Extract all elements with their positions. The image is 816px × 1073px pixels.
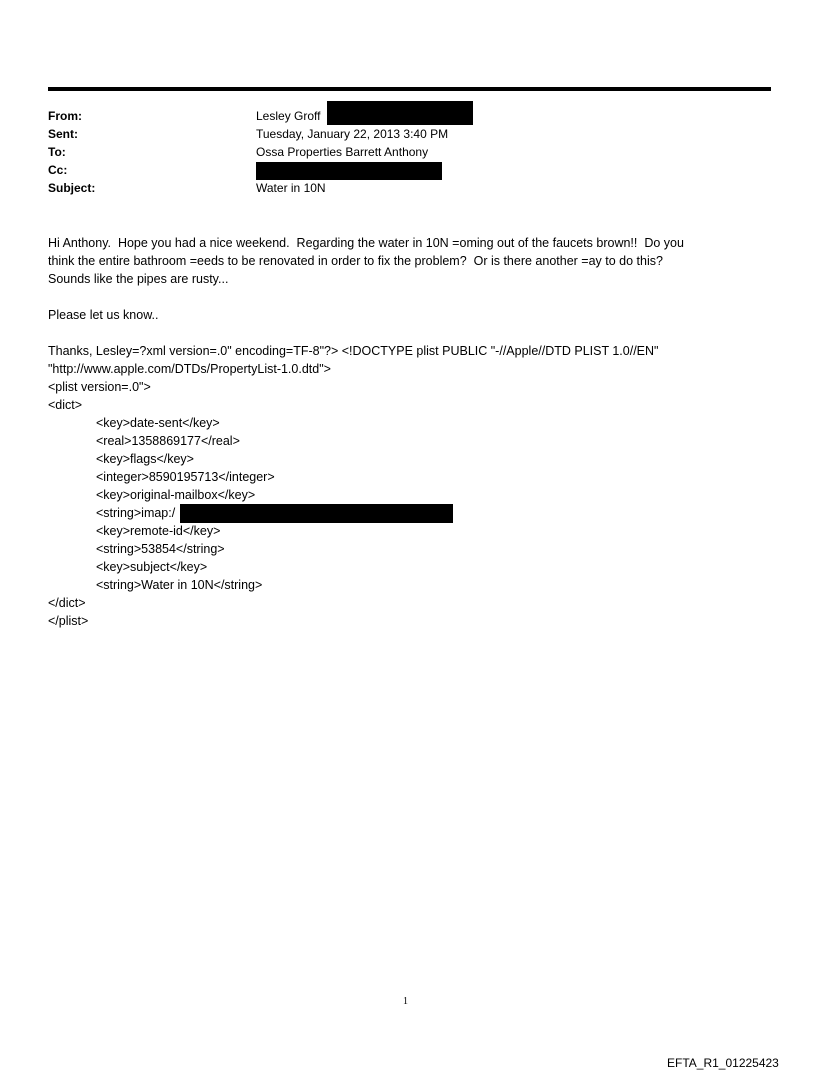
redaction-box bbox=[180, 504, 453, 523]
body-line: <plist version=.0"> bbox=[48, 380, 151, 394]
header-rule bbox=[48, 87, 771, 91]
plist-line: <key>subject</key> bbox=[96, 560, 208, 574]
plist-line: <key>date-sent</key> bbox=[96, 416, 220, 430]
plist-line: <key>remote-id</key> bbox=[96, 524, 221, 538]
body-line: Sounds like the pipes are rusty... bbox=[48, 272, 229, 286]
page-number: 1 bbox=[403, 996, 408, 1007]
cc-label: Cc: bbox=[48, 163, 68, 177]
plist-line: <string>Water in 10N</string> bbox=[96, 578, 263, 592]
plist-line: <integer>8590195713</integer> bbox=[96, 470, 275, 484]
body-line: </plist> bbox=[48, 614, 89, 628]
plist-line: <key>original-mailbox</key> bbox=[96, 488, 256, 502]
plist-line: <real>1358869177</real> bbox=[96, 434, 240, 448]
body-line: Thanks, Lesley=?xml version=.0" encoding=TF-8"?> <!DOCTYPE plist PUBLIC "-//Apple//DTD PLIST 1.0//EN" bbox=[48, 344, 659, 358]
plist-line: <string>imap:/ bbox=[96, 506, 176, 520]
body-line: Hi Anthony. Hope you had a nice weekend. Regarding the water in 10N =oming out of the faucets brown!! Do you bbox=[48, 236, 684, 250]
to-label: To: bbox=[48, 145, 66, 159]
from-label: From: bbox=[48, 109, 82, 123]
redaction-box bbox=[327, 101, 473, 125]
body-line: <dict> bbox=[48, 398, 83, 412]
body-line: </dict> bbox=[48, 596, 86, 610]
subject-label: Subject: bbox=[48, 181, 96, 195]
body-line: Please let us know.. bbox=[48, 308, 159, 322]
document-id: EFTA_R1_01225423 bbox=[667, 1056, 779, 1070]
body-line: think the entire bathroom =eeds to be renovated in order to fix the problem? Or is there another =ay to do this? bbox=[48, 254, 663, 268]
sent-label: Sent: bbox=[48, 127, 78, 141]
sent-value: Tuesday, January 22, 2013 3:40 PM bbox=[256, 127, 449, 141]
from-value: Lesley Groff bbox=[256, 109, 321, 123]
plist-line: <key>flags</key> bbox=[96, 452, 194, 466]
to-value: Ossa Properties Barrett Anthony bbox=[256, 145, 429, 159]
body-line: "http://www.apple.com/DTDs/PropertyList-1.0.dtd"> bbox=[48, 362, 331, 376]
subject-value: Water in 10N bbox=[256, 181, 326, 195]
redaction-box bbox=[256, 162, 442, 180]
plist-line: <string>53854</string> bbox=[96, 542, 225, 556]
